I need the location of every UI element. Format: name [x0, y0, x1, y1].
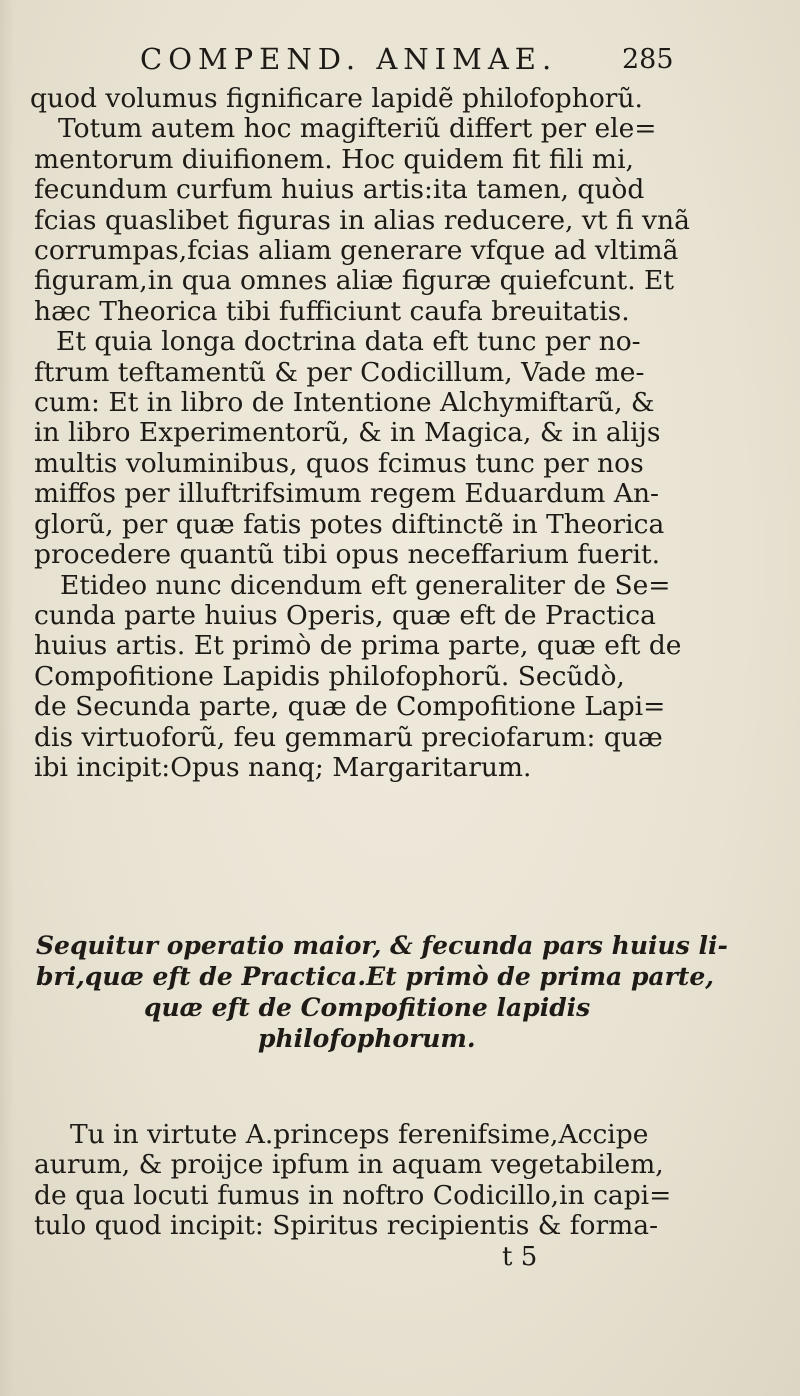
text-line: ftrum teftamentũ & per Codicillum, Vade me-	[34, 356, 645, 388]
text-line: mentorum diuifionem. Hoc quidem fit fili mi,	[34, 143, 634, 175]
text-line: figuram,in qua omnes aliæ figuræ quiefcunt. Et	[34, 265, 675, 297]
text-line: ibi incipit:Opus nanq; Margaritarum.	[34, 751, 532, 783]
heading-line: quæ eft de Compofitione lapidis	[144, 993, 591, 1022]
text-line: Totum autem hoc magifteriũ differt per ele=	[58, 113, 657, 145]
text-line: dis virtuoforũ, feu gemmarũ preciofarum: quæ	[34, 721, 663, 753]
page-gutter-shadow	[0, 0, 14, 1396]
text-line: de Secunda parte, quæ de Compofitione Lapi=	[34, 691, 666, 723]
text-line: cum: Et in libro de Intentione Alchymiftarũ, &	[34, 387, 655, 419]
text-line: aurum, & proijce ipfum in aquam vegetabilem,	[34, 1149, 664, 1181]
text-line: miffos per illuftrifsimum regem Eduardum An-	[34, 478, 660, 510]
text-line: tulo quod incipit: Spiritus recipientis & forma-	[34, 1210, 659, 1242]
main-text	[30, 84, 690, 783]
running-title: COMPEND. ANIMAE.	[140, 42, 558, 76]
text-line: fecundum curfum huius artis:ita tamen, quòd	[34, 174, 645, 206]
signature-mark: t 5	[502, 1242, 538, 1272]
text-line: quod volumus fignificare lapidẽ philofophorũ.	[30, 83, 643, 114]
text-line: Et quia longa doctrina data eft tunc per no-	[56, 326, 641, 358]
text-line: glorũ, per quæ fatis potes diftinctẽ in Theorica	[34, 508, 665, 540]
text-line: procedere quantũ tibi opus neceffarium fuerit.	[34, 539, 660, 571]
text-line: Compofitione Lapidis philofophorũ. Secũdò,	[34, 660, 625, 692]
text-line: huius artis. Et primò de prima parte, quæ eft de	[34, 630, 682, 662]
section-heading	[0, 930, 800, 1054]
text-line: Etideo nunc dicendum eft generaliter de Se=	[60, 569, 671, 601]
text-line: de qua locuti fumus in noftro Codicillo,in capi=	[34, 1179, 672, 1211]
text-line: fcias quaslibet figuras in alias reducere, vt fi vnã	[34, 204, 690, 236]
page-number: 285	[622, 44, 674, 75]
text-line: Tu in virtute A.princeps ferenifsime,Accipe	[70, 1119, 649, 1150]
text-line: corrumpas,fcias aliam generare vfque ad vltimã	[34, 235, 679, 267]
text-line: in libro Experimentorũ, & in Magica, & in alijs	[34, 417, 661, 449]
heading-line: philofophorum.	[258, 1024, 476, 1053]
heading-line: Sequitur operatio maior, & fecunda pars huius li-	[36, 931, 728, 960]
text-line: cunda parte huius Operis, quæ eft de Practica	[34, 599, 656, 631]
second-text	[30, 1120, 690, 1242]
heading-line: bri,quæ eft de Practica.Et primò de prima parte,	[36, 962, 714, 991]
text-line: multis voluminibus, quos fcimus tunc per nos	[34, 447, 644, 479]
text-line: hæc Theorica tibi fufficiunt caufa breuitatis.	[34, 295, 630, 327]
